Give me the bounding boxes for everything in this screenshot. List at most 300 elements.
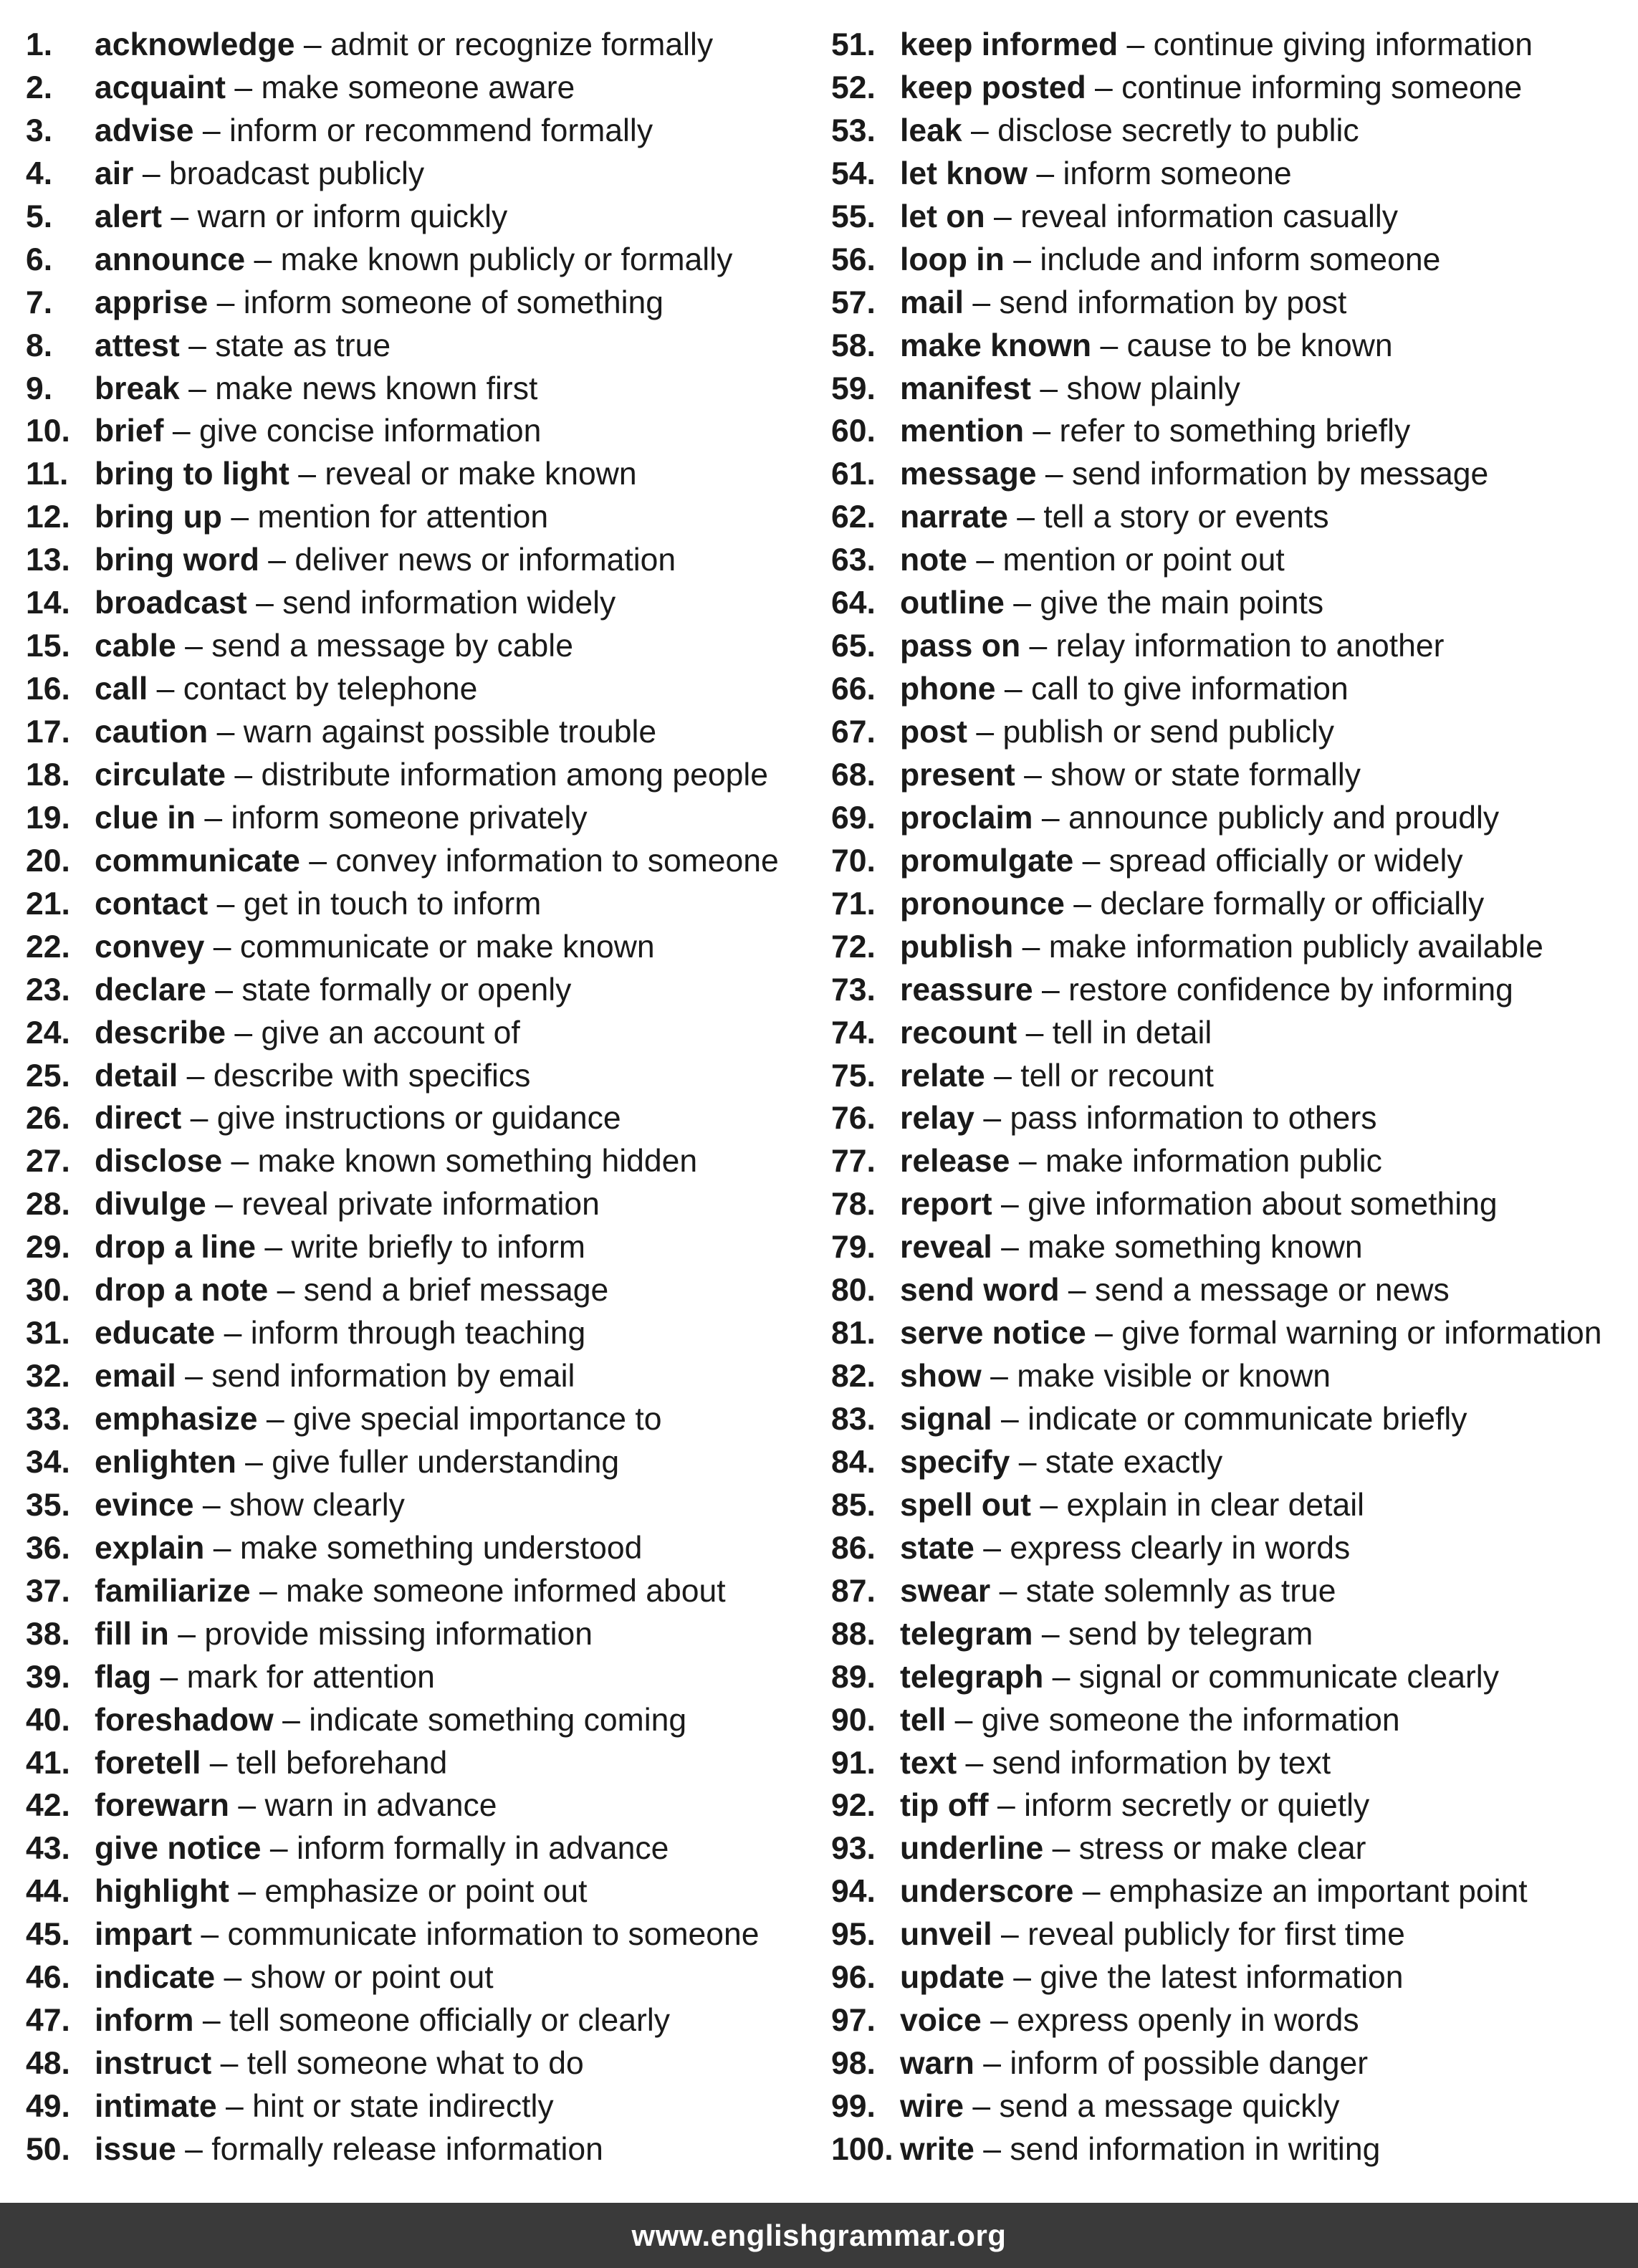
item-definition: inform of possible danger bbox=[1010, 2046, 1369, 2082]
list-item bbox=[831, 711, 1634, 754]
item-number: 1. bbox=[26, 27, 53, 62]
item-text bbox=[900, 410, 1410, 453]
item-number: 28. bbox=[26, 1187, 70, 1222]
item-separator: – bbox=[142, 155, 161, 191]
item-definition: give concise information bbox=[198, 413, 542, 449]
item-word: recount bbox=[900, 1015, 1017, 1051]
item-definition: show or state formally bbox=[1050, 757, 1361, 793]
list-item bbox=[26, 1441, 821, 1484]
item-number: 6. bbox=[26, 241, 53, 277]
item-number: 82. bbox=[831, 1359, 876, 1394]
item-word: give notice bbox=[95, 1831, 262, 1867]
item-text bbox=[900, 453, 1488, 496]
item-separator: – bbox=[298, 456, 316, 492]
item-word: loop in bbox=[900, 241, 1005, 277]
item-word: cable bbox=[95, 628, 176, 664]
item-text bbox=[900, 840, 1463, 883]
item-definition: tell beforehand bbox=[236, 1745, 448, 1781]
item-text bbox=[95, 1269, 608, 1312]
list-item bbox=[26, 625, 821, 668]
item-definition: emphasize or point out bbox=[264, 1874, 588, 1910]
item-separator: – bbox=[1001, 1230, 1019, 1265]
item-definition: call to give information bbox=[1030, 671, 1349, 707]
list-item bbox=[26, 196, 821, 239]
item-definition: send by telegram bbox=[1068, 1616, 1313, 1652]
item-number: 44. bbox=[26, 1874, 70, 1910]
list-item bbox=[831, 1055, 1634, 1098]
item-number: 72. bbox=[831, 929, 876, 965]
item-separator: – bbox=[972, 2089, 991, 2124]
item-definition: explain in clear detail bbox=[1066, 1487, 1365, 1523]
item-separator: – bbox=[1052, 1659, 1071, 1695]
item-definition: formally release information bbox=[211, 2131, 603, 2167]
item-definition: make something understood bbox=[239, 1530, 643, 1566]
item-definition: give information about something bbox=[1028, 1187, 1498, 1222]
item-separator: – bbox=[994, 198, 1012, 234]
item-separator: – bbox=[178, 1616, 196, 1652]
item-number: 54. bbox=[831, 155, 876, 191]
item-separator: – bbox=[282, 1702, 300, 1738]
item-number: 16. bbox=[26, 671, 70, 707]
item-word: divulge bbox=[95, 1187, 206, 1222]
list-item bbox=[831, 24, 1634, 67]
list-item bbox=[831, 1656, 1634, 1699]
item-text bbox=[95, 1656, 435, 1699]
list-item bbox=[831, 1269, 1634, 1312]
item-separator: – bbox=[215, 1187, 233, 1222]
list-item bbox=[831, 282, 1634, 325]
item-text bbox=[900, 1055, 1214, 1098]
item-word: impart bbox=[95, 1917, 192, 1953]
item-number: 48. bbox=[26, 2046, 70, 2082]
list-item bbox=[831, 1012, 1634, 1055]
item-number: 8. bbox=[26, 327, 53, 363]
item-separator: – bbox=[1000, 1402, 1019, 1437]
item-text bbox=[900, 282, 1346, 325]
item-text bbox=[900, 67, 1522, 110]
item-text bbox=[900, 24, 1533, 67]
item-number: 92. bbox=[831, 1788, 876, 1824]
item-definition: tell someone officially or clearly bbox=[229, 2003, 670, 2039]
item-separator: – bbox=[209, 1745, 228, 1781]
item-separator: – bbox=[1004, 671, 1022, 707]
item-separator: – bbox=[202, 1487, 221, 1523]
item-definition: inform formally in advance bbox=[296, 1831, 669, 1867]
item-definition: make information publicly available bbox=[1048, 929, 1543, 965]
item-separator: – bbox=[259, 1573, 277, 1609]
footer-website: www.englishgrammar.org bbox=[631, 2218, 1007, 2252]
list-item bbox=[26, 1398, 821, 1441]
item-separator: – bbox=[190, 1101, 209, 1137]
item-separator: – bbox=[303, 27, 322, 62]
item-text bbox=[95, 2128, 603, 2171]
item-text bbox=[900, 1913, 1405, 1956]
item-definition: make known something hidden bbox=[257, 1144, 698, 1180]
item-word: pronounce bbox=[900, 886, 1065, 922]
item-word: post bbox=[900, 714, 967, 750]
item-number: 67. bbox=[831, 714, 876, 750]
item-number: 99. bbox=[831, 2089, 876, 2124]
item-number: 85. bbox=[831, 1487, 876, 1523]
list-item bbox=[26, 1827, 821, 1870]
list-item bbox=[831, 410, 1634, 453]
item-separator: – bbox=[231, 499, 249, 535]
item-separator: – bbox=[216, 284, 235, 320]
item-word: reassure bbox=[900, 972, 1033, 1008]
item-definition: give an account of bbox=[261, 1015, 520, 1051]
item-definition: show plainly bbox=[1066, 370, 1240, 406]
item-separator: – bbox=[1013, 241, 1031, 277]
item-definition: pass information to others bbox=[1010, 1101, 1377, 1137]
list-item bbox=[26, 1097, 821, 1140]
item-text bbox=[900, 1355, 1331, 1398]
list-item bbox=[831, 1742, 1634, 1785]
item-number: 42. bbox=[26, 1788, 70, 1824]
item-number: 49. bbox=[26, 2089, 70, 2124]
list-item bbox=[831, 1699, 1634, 1742]
list-item bbox=[831, 153, 1634, 196]
item-text bbox=[900, 239, 1440, 282]
item-word: emphasize bbox=[95, 1402, 258, 1437]
item-number: 35. bbox=[26, 1487, 70, 1523]
item-definition: show clearly bbox=[229, 1487, 405, 1523]
item-word: telegram bbox=[900, 1616, 1033, 1652]
item-text bbox=[900, 754, 1361, 797]
item-text bbox=[95, 754, 768, 797]
list-item bbox=[831, 668, 1634, 711]
item-separator: – bbox=[156, 671, 175, 707]
item-text bbox=[95, 282, 664, 325]
list-item bbox=[831, 1441, 1634, 1484]
item-number: 40. bbox=[26, 1702, 70, 1738]
item-number: 61. bbox=[831, 456, 876, 492]
item-text bbox=[95, 1441, 619, 1484]
item-number: 59. bbox=[831, 370, 876, 406]
item-definition: inform or recommend formally bbox=[229, 113, 653, 148]
item-number: 51. bbox=[831, 27, 876, 62]
item-definition: express clearly in words bbox=[1010, 1530, 1351, 1566]
item-number: 100. bbox=[831, 2131, 894, 2167]
item-word: educate bbox=[95, 1316, 216, 1351]
item-word: proclaim bbox=[900, 800, 1033, 836]
item-word: wire bbox=[900, 2089, 964, 2124]
item-number: 3. bbox=[26, 113, 53, 148]
footer-bar bbox=[0, 2203, 1638, 2268]
list-item bbox=[831, 1226, 1634, 1269]
item-text bbox=[95, 325, 391, 368]
item-text bbox=[95, 539, 676, 582]
list-item bbox=[831, 1398, 1634, 1441]
item-separator: – bbox=[1082, 843, 1101, 879]
list-item bbox=[26, 582, 821, 625]
item-text bbox=[95, 926, 655, 969]
item-text bbox=[95, 1484, 405, 1527]
item-definition: announce publicly and proudly bbox=[1068, 800, 1500, 836]
item-text bbox=[900, 1012, 1212, 1055]
item-separator: – bbox=[238, 1874, 256, 1910]
item-number: 90. bbox=[831, 1702, 876, 1738]
item-definition: warn or inform quickly bbox=[197, 198, 508, 234]
item-text bbox=[95, 1226, 585, 1269]
list-item bbox=[26, 668, 821, 711]
list-item bbox=[831, 625, 1634, 668]
item-definition: inform someone of something bbox=[243, 284, 664, 320]
item-definition: continue informing someone bbox=[1121, 70, 1523, 105]
item-text bbox=[900, 1398, 1467, 1441]
list-item bbox=[831, 1870, 1634, 1913]
item-word: air bbox=[95, 155, 134, 191]
list-item bbox=[831, 1956, 1634, 1999]
item-number: 79. bbox=[831, 1230, 876, 1265]
item-separator: – bbox=[990, 1359, 1008, 1394]
item-definition: show or point out bbox=[250, 1960, 494, 1996]
item-number: 65. bbox=[831, 628, 876, 664]
item-number: 38. bbox=[26, 1616, 70, 1652]
item-word: spell out bbox=[900, 1487, 1031, 1523]
item-text bbox=[95, 196, 507, 239]
item-text bbox=[95, 110, 653, 153]
item-text bbox=[95, 1699, 686, 1742]
item-separator: – bbox=[1052, 1831, 1071, 1867]
list-item bbox=[26, 282, 821, 325]
list-item bbox=[831, 797, 1634, 840]
item-number: 97. bbox=[831, 2003, 876, 2039]
item-separator: – bbox=[1068, 1273, 1086, 1308]
item-number: 87. bbox=[831, 1573, 876, 1609]
list-item bbox=[831, 196, 1634, 239]
item-definition: communicate or make known bbox=[239, 929, 655, 965]
item-number: 21. bbox=[26, 886, 70, 922]
item-word: relate bbox=[900, 1058, 985, 1094]
item-number: 4. bbox=[26, 155, 53, 191]
item-definition: contact by telephone bbox=[183, 671, 478, 707]
item-number: 45. bbox=[26, 1917, 70, 1953]
item-number: 86. bbox=[831, 1530, 876, 1566]
item-text bbox=[95, 1956, 494, 1999]
item-definition: send a message or news bbox=[1095, 1273, 1450, 1308]
list-item bbox=[26, 1913, 821, 1956]
right-column bbox=[831, 24, 1634, 2171]
list-item bbox=[831, 1999, 1634, 2042]
item-number: 22. bbox=[26, 929, 70, 965]
item-text bbox=[900, 2042, 1368, 2085]
item-definition: spread officially or widely bbox=[1108, 843, 1463, 879]
item-separator: – bbox=[1022, 929, 1040, 965]
item-separator: – bbox=[1000, 1917, 1019, 1953]
item-number: 83. bbox=[831, 1402, 876, 1437]
item-word: alert bbox=[95, 198, 162, 234]
item-word: show bbox=[900, 1359, 982, 1394]
item-word: convey bbox=[95, 929, 205, 965]
item-text bbox=[900, 1699, 1400, 1742]
item-separator: – bbox=[185, 1359, 203, 1394]
item-separator: – bbox=[1000, 1187, 1019, 1222]
item-text bbox=[95, 711, 656, 754]
item-text bbox=[95, 1742, 447, 1785]
item-text bbox=[900, 1656, 1499, 1699]
item-separator: – bbox=[1126, 27, 1145, 62]
list-item bbox=[831, 67, 1634, 110]
item-definition: tell a story or events bbox=[1043, 499, 1329, 535]
item-word: phone bbox=[900, 671, 996, 707]
item-number: 24. bbox=[26, 1015, 70, 1051]
item-number: 15. bbox=[26, 628, 70, 664]
item-separator: – bbox=[172, 413, 191, 449]
item-separator: – bbox=[277, 1273, 295, 1308]
item-word: highlight bbox=[95, 1874, 229, 1910]
list-item bbox=[831, 1140, 1634, 1183]
list-item bbox=[26, 754, 821, 797]
item-text bbox=[95, 1613, 593, 1656]
item-word: send word bbox=[900, 1273, 1060, 1308]
list-item bbox=[26, 1956, 821, 1999]
item-word: present bbox=[900, 757, 1015, 793]
item-text bbox=[95, 1055, 530, 1098]
item-word: call bbox=[95, 671, 148, 707]
item-text bbox=[900, 1226, 1363, 1269]
item-separator: – bbox=[254, 241, 272, 277]
item-separator: – bbox=[202, 2003, 221, 2039]
item-definition: tell in detail bbox=[1052, 1015, 1212, 1051]
list-item bbox=[26, 1312, 821, 1355]
item-text bbox=[900, 582, 1323, 625]
item-word: unveil bbox=[900, 1917, 992, 1953]
item-word: bring word bbox=[95, 542, 259, 578]
item-definition: make information public bbox=[1045, 1144, 1382, 1180]
list-item bbox=[831, 1613, 1634, 1656]
item-word: acquaint bbox=[95, 70, 226, 105]
item-text bbox=[95, 2085, 554, 2128]
item-definition: mark for attention bbox=[186, 1659, 435, 1695]
item-definition: make someone informed about bbox=[286, 1573, 726, 1609]
item-text bbox=[900, 926, 1543, 969]
list-item bbox=[831, 539, 1634, 582]
item-word: let know bbox=[900, 155, 1028, 191]
item-separator: – bbox=[216, 714, 235, 750]
item-word: foretell bbox=[95, 1745, 201, 1781]
item-definition: reveal or make known bbox=[325, 456, 637, 492]
item-definition: declare formally or officially bbox=[1100, 886, 1485, 922]
item-word: advise bbox=[95, 113, 194, 148]
item-word: signal bbox=[900, 1402, 992, 1437]
item-number: 47. bbox=[26, 2003, 70, 2039]
item-definition: publish or send publicly bbox=[1002, 714, 1335, 750]
item-definition: signal or communicate clearly bbox=[1078, 1659, 1499, 1695]
list-item bbox=[26, 1140, 821, 1183]
item-word: disclose bbox=[95, 1144, 223, 1180]
item-word: announce bbox=[95, 241, 246, 277]
item-word: broadcast bbox=[95, 585, 247, 621]
item-word: inform bbox=[95, 2003, 194, 2039]
list-item bbox=[831, 2042, 1634, 2085]
item-word: report bbox=[900, 1187, 992, 1222]
item-word: tip off bbox=[900, 1788, 989, 1824]
list-item bbox=[26, 239, 821, 282]
item-word: drop a line bbox=[95, 1230, 256, 1265]
item-text bbox=[95, 368, 537, 411]
item-number: 2. bbox=[26, 70, 53, 105]
item-separator: – bbox=[983, 2046, 1001, 2082]
list-item bbox=[831, 969, 1634, 1012]
item-definition: reveal private information bbox=[241, 1187, 600, 1222]
item-separator: – bbox=[171, 198, 189, 234]
item-text bbox=[900, 797, 1499, 840]
item-text bbox=[900, 1613, 1313, 1656]
item-word: enlighten bbox=[95, 1444, 236, 1480]
item-separator: – bbox=[256, 585, 274, 621]
item-separator: – bbox=[231, 1144, 249, 1180]
item-word: let on bbox=[900, 198, 985, 234]
item-number: 20. bbox=[26, 843, 70, 879]
item-definition: stress or make clear bbox=[1078, 1831, 1366, 1867]
list-item bbox=[831, 1784, 1634, 1827]
list-item bbox=[26, 1055, 821, 1098]
item-definition: hint or state indirectly bbox=[252, 2089, 554, 2124]
list-item bbox=[26, 840, 821, 883]
item-word: note bbox=[900, 542, 967, 578]
item-text bbox=[95, 1913, 760, 1956]
item-word: relay bbox=[900, 1101, 974, 1137]
list-item bbox=[26, 325, 821, 368]
item-definition: send information by message bbox=[1072, 456, 1489, 492]
item-text bbox=[95, 1097, 621, 1140]
item-word: make known bbox=[900, 327, 1092, 363]
list-item bbox=[26, 883, 821, 926]
item-separator: – bbox=[185, 628, 203, 664]
item-number: 26. bbox=[26, 1101, 70, 1137]
item-definition: state as true bbox=[215, 327, 391, 363]
item-text bbox=[900, 196, 1398, 239]
item-number: 71. bbox=[831, 886, 876, 922]
item-number: 50. bbox=[26, 2131, 70, 2167]
item-text bbox=[900, 1183, 1498, 1226]
item-separator: – bbox=[1082, 1874, 1101, 1910]
item-word: underscore bbox=[900, 1874, 1074, 1910]
item-separator: – bbox=[1040, 370, 1058, 406]
item-separator: – bbox=[185, 2131, 203, 2167]
item-text bbox=[900, 1870, 1528, 1913]
item-number: 91. bbox=[831, 1745, 876, 1781]
item-separator: – bbox=[971, 113, 989, 148]
item-definition: give special importance to bbox=[293, 1402, 662, 1437]
item-text bbox=[900, 1312, 1602, 1355]
item-text bbox=[900, 1441, 1222, 1484]
item-word: explain bbox=[95, 1530, 205, 1566]
item-definition: send a message quickly bbox=[999, 2089, 1340, 2124]
item-text bbox=[95, 1999, 670, 2042]
item-separator: – bbox=[976, 714, 995, 750]
list-item bbox=[831, 1355, 1634, 1398]
item-number: 19. bbox=[26, 800, 70, 836]
item-text bbox=[95, 153, 424, 196]
item-word: foreshadow bbox=[95, 1702, 274, 1738]
item-number: 56. bbox=[831, 241, 876, 277]
item-separator: – bbox=[1095, 70, 1113, 105]
item-separator: – bbox=[997, 1788, 1015, 1824]
list-item bbox=[26, 453, 821, 496]
item-word: warn bbox=[900, 2046, 974, 2082]
item-word: telegraph bbox=[900, 1659, 1044, 1695]
item-separator: – bbox=[990, 2003, 1008, 2039]
item-number: 43. bbox=[26, 1831, 70, 1867]
list-item bbox=[831, 840, 1634, 883]
item-word: state bbox=[900, 1530, 974, 1566]
item-word: keep posted bbox=[900, 70, 1086, 105]
item-definition: reveal information casually bbox=[1020, 198, 1399, 234]
item-word: fill in bbox=[95, 1616, 169, 1652]
list-item bbox=[831, 1827, 1634, 1870]
item-number: 32. bbox=[26, 1359, 70, 1394]
